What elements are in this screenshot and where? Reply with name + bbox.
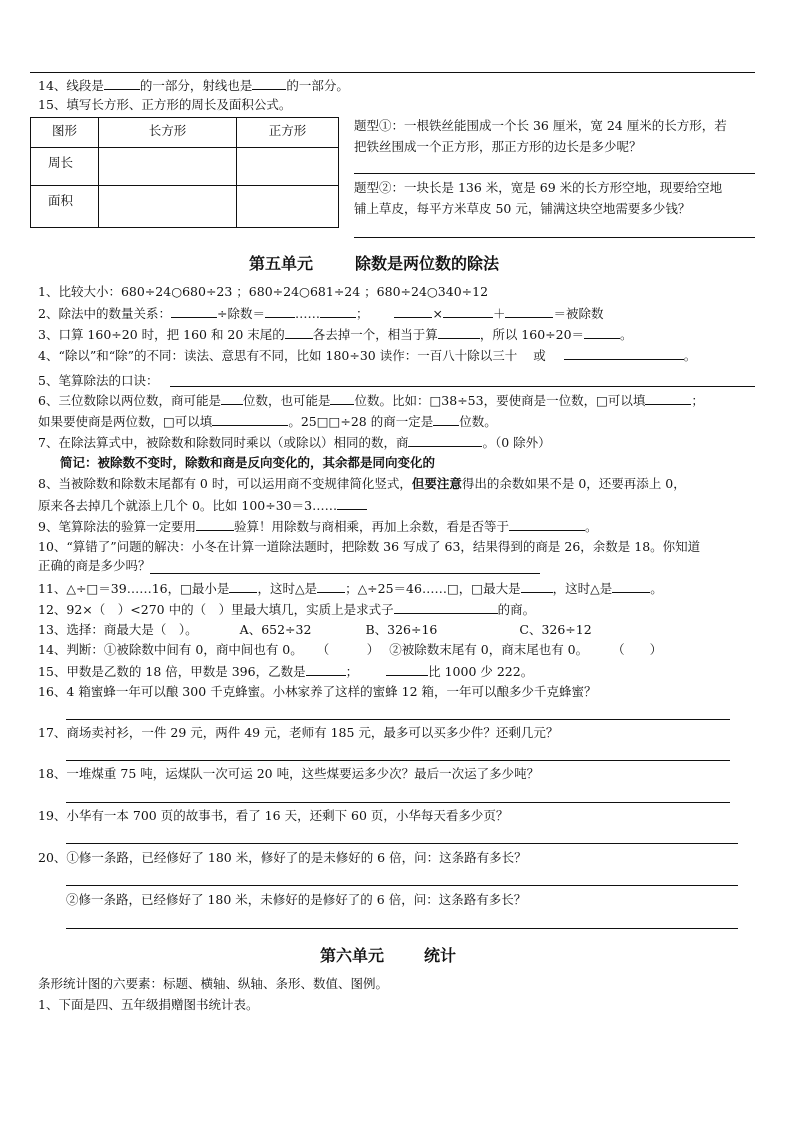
type1-line1: 题型①：一根铁丝能围成一个长 36 厘米，宽 24 厘米的长方形，若 xyxy=(354,118,727,133)
u5-q18: 18、一堆煤重 75 吨，运煤队一次可运 20 吨，这些煤要运多少次？最后一次运了多少吨？ xyxy=(38,766,540,781)
blank[interactable] xyxy=(394,305,432,318)
u5-q6-line1: 6、三位数除以两位数，商可能是 位数，也可能是 位数。比如：□38÷53，要使商是一位数，□可以填 ； xyxy=(38,393,704,408)
blank[interactable] xyxy=(330,392,354,405)
u5-q10-line1: 10、“算错了”问题的解决：小冬在计算一道除法题时，把除数 36 写成了 63，结果得到的商是 26，余数是 18。你知道 xyxy=(38,539,701,554)
u5-q7: 7、在除法算式中，被除数和除数同时乘以（或除以）相同的数，商 。（0 除外） xyxy=(38,435,551,450)
blank[interactable] xyxy=(320,305,356,318)
blank[interactable] xyxy=(564,347,684,360)
u5-q3: 3、口算 160÷20 时，把 160 和 20 末尾的 各去掉一个，相当于算 ，所以 160÷20＝ 。 xyxy=(38,327,633,342)
u5-note: 简记：被除数不变时，除数和商是反向变化的，其余都是同向变化的 xyxy=(60,455,436,470)
u5-q16: 16、4 箱蜜蜂一年可以酿 300 千克蜂蜜。小林家养了这样的蜜蜂 12 箱，一年可以酿多少千克蜂蜜？ xyxy=(38,684,597,699)
blank[interactable] xyxy=(306,663,346,676)
blank[interactable] xyxy=(265,305,295,318)
blank[interactable] xyxy=(584,326,620,339)
u5-q1: 1、比较大小：680÷24○680÷23 ；680÷24○681÷24 ；680÷24○340÷12 xyxy=(38,284,489,299)
q15-line: 15、填写长方形、正方形的周长及面积公式。 xyxy=(38,97,292,112)
answer-line xyxy=(170,386,755,387)
u5-q12: 12、92×（ ）<270 中的（ ）里最大填几，实质上是求式子 的商。 xyxy=(38,602,536,617)
u5-q8-line2: 原来各去掉几个就添上几个 0。比如 100÷30＝3…… xyxy=(38,497,367,514)
answer-line xyxy=(66,928,738,929)
blank[interactable] xyxy=(104,77,140,90)
answer-line xyxy=(66,760,730,761)
blank[interactable] xyxy=(505,305,553,318)
answer-line xyxy=(354,173,755,174)
choice-b[interactable]: B、326÷16 xyxy=(365,622,438,637)
table-header: 长方形 xyxy=(99,118,237,148)
blank[interactable] xyxy=(386,663,428,676)
blank[interactable] xyxy=(285,326,313,339)
table-cell[interactable] xyxy=(237,186,339,228)
table-header: 正方形 xyxy=(237,118,339,148)
answer-line xyxy=(354,237,755,238)
u5-q10-line2: 正确的商是多少吗？ xyxy=(38,558,151,573)
blank[interactable] xyxy=(337,497,367,510)
table-cell[interactable] xyxy=(237,148,339,186)
blank[interactable] xyxy=(317,580,345,593)
blank[interactable] xyxy=(221,392,243,405)
u5-q17: 17、商场卖衬衫，一件 29 元，两件 49 元，老师有 185 元，最多可以买多少件？还剩几元？ xyxy=(38,725,559,740)
blank[interactable] xyxy=(509,518,585,531)
answer-line xyxy=(66,885,738,886)
formula-table xyxy=(30,117,339,228)
blank[interactable] xyxy=(408,434,482,447)
blank[interactable] xyxy=(612,580,650,593)
blank[interactable] xyxy=(196,518,234,531)
choice-a[interactable]: A、652÷32 xyxy=(239,622,312,637)
u5-q6-line2: 如果要使商是两位数，□可以填 。25□□÷28 的商一定是 位数。 xyxy=(38,414,497,429)
u5-q20b: ②修一条路，已经修好了 180 米，未修好的是修好了的 6 倍，问：这条路有多长？ xyxy=(66,892,527,907)
answer-line xyxy=(66,843,738,844)
u5-q13: 13、选择：商最大是（ ）。 A、652÷32 B、326÷16 C、326÷12 xyxy=(38,622,592,637)
u5-q19: 19、小华有一本 700 页的故事书，看了 16 天，还剩下 60 页，小华每天看多少页？ xyxy=(38,808,509,823)
u5-q4: 4、“除以”和“除”的不同：读法、意思有不同，比如 180÷30 读作：一百八十除以三十 或 。 xyxy=(38,348,697,363)
type1-line2: 把铁丝围成一个正方形，那正方形的边长是多少呢？ xyxy=(354,139,642,154)
u5-q5: 5、笔算除法的口诀： xyxy=(38,373,159,388)
judge-box[interactable]: （ ） xyxy=(316,642,380,657)
unit6-title: 第六单元 统计 xyxy=(320,946,457,965)
u5-q15: 15、甲数是乙数的 18 倍，甲数是 396，乙数是 ； 比 1000 少 222。 xyxy=(38,664,534,679)
blank[interactable] xyxy=(171,305,217,318)
table-cell[interactable] xyxy=(99,148,237,186)
u6-p2: 1、下面是四、五年级捐赠图书统计表。 xyxy=(38,997,259,1012)
type2-line1: 题型②：一块长是 136 米，宽是 69 米的长方形空地，现要给空地 xyxy=(354,180,723,195)
judge-box[interactable]: （ ） xyxy=(612,642,663,657)
u5-q9: 9、笔算除法的验算一定要用 验算！用除数与商相乘，再加上余数，看是否等于 。 xyxy=(38,519,598,534)
answer-line xyxy=(66,719,730,720)
u5-q14: 14、判断：①被除数中间有 0，商中间也有 0。 （ ） ②被除数末尾有 0，商末尾也有 0。 （ ） xyxy=(38,642,663,657)
blank[interactable] xyxy=(645,392,691,405)
top-rule xyxy=(30,72,755,73)
answer-line xyxy=(66,802,730,803)
blank[interactable] xyxy=(433,413,459,426)
u5-q20a: 20、①修一条路，已经修好了 180 米，修好了的是未修好的 6 倍，问：这条路有多长？ xyxy=(38,850,527,865)
q14-line: 14、线段是 的一部分，射线也是 的一部分。 xyxy=(38,78,349,93)
u5-q11: 11、△÷□＝39……16，□最小是 ，这时△是 ；△÷25＝46……□，□最大是 ，这时△是 。 xyxy=(38,581,663,596)
u6-p1: 条形统计图的六要素：标题、横轴、纵轴、条形、数值、图例。 xyxy=(38,976,389,991)
blank[interactable] xyxy=(521,580,553,593)
u5-q8-line1: 8、当被除数和除数末尾都有 0 时，可以运用商不变规律简化竖式，但要注意得出的余数如果不是 0，还要再添上 0， xyxy=(38,476,686,491)
blank[interactable] xyxy=(394,601,498,614)
blank[interactable] xyxy=(229,580,257,593)
table-row-label: 周长 xyxy=(31,148,99,186)
table-header: 图形 xyxy=(31,118,99,148)
blank[interactable] xyxy=(443,305,493,318)
blank[interactable] xyxy=(212,413,288,426)
unit5-title: 第五单元 除数是两位数的除法 xyxy=(249,254,500,273)
choice-c[interactable]: C、326÷12 xyxy=(519,622,592,637)
type2-line2: 铺上草皮，每平方米草皮 50 元，铺满这块空地需要多少钱？ xyxy=(354,201,691,216)
u5-q2: 2、除法中的数量关系： ÷除数＝ …… ； × ＋ ＝被除数 xyxy=(38,306,604,321)
answer-line xyxy=(150,573,540,574)
blank[interactable] xyxy=(252,77,286,90)
table-row-label: 面积 xyxy=(31,186,99,228)
table-cell[interactable] xyxy=(99,186,237,228)
blank[interactable] xyxy=(438,326,480,339)
